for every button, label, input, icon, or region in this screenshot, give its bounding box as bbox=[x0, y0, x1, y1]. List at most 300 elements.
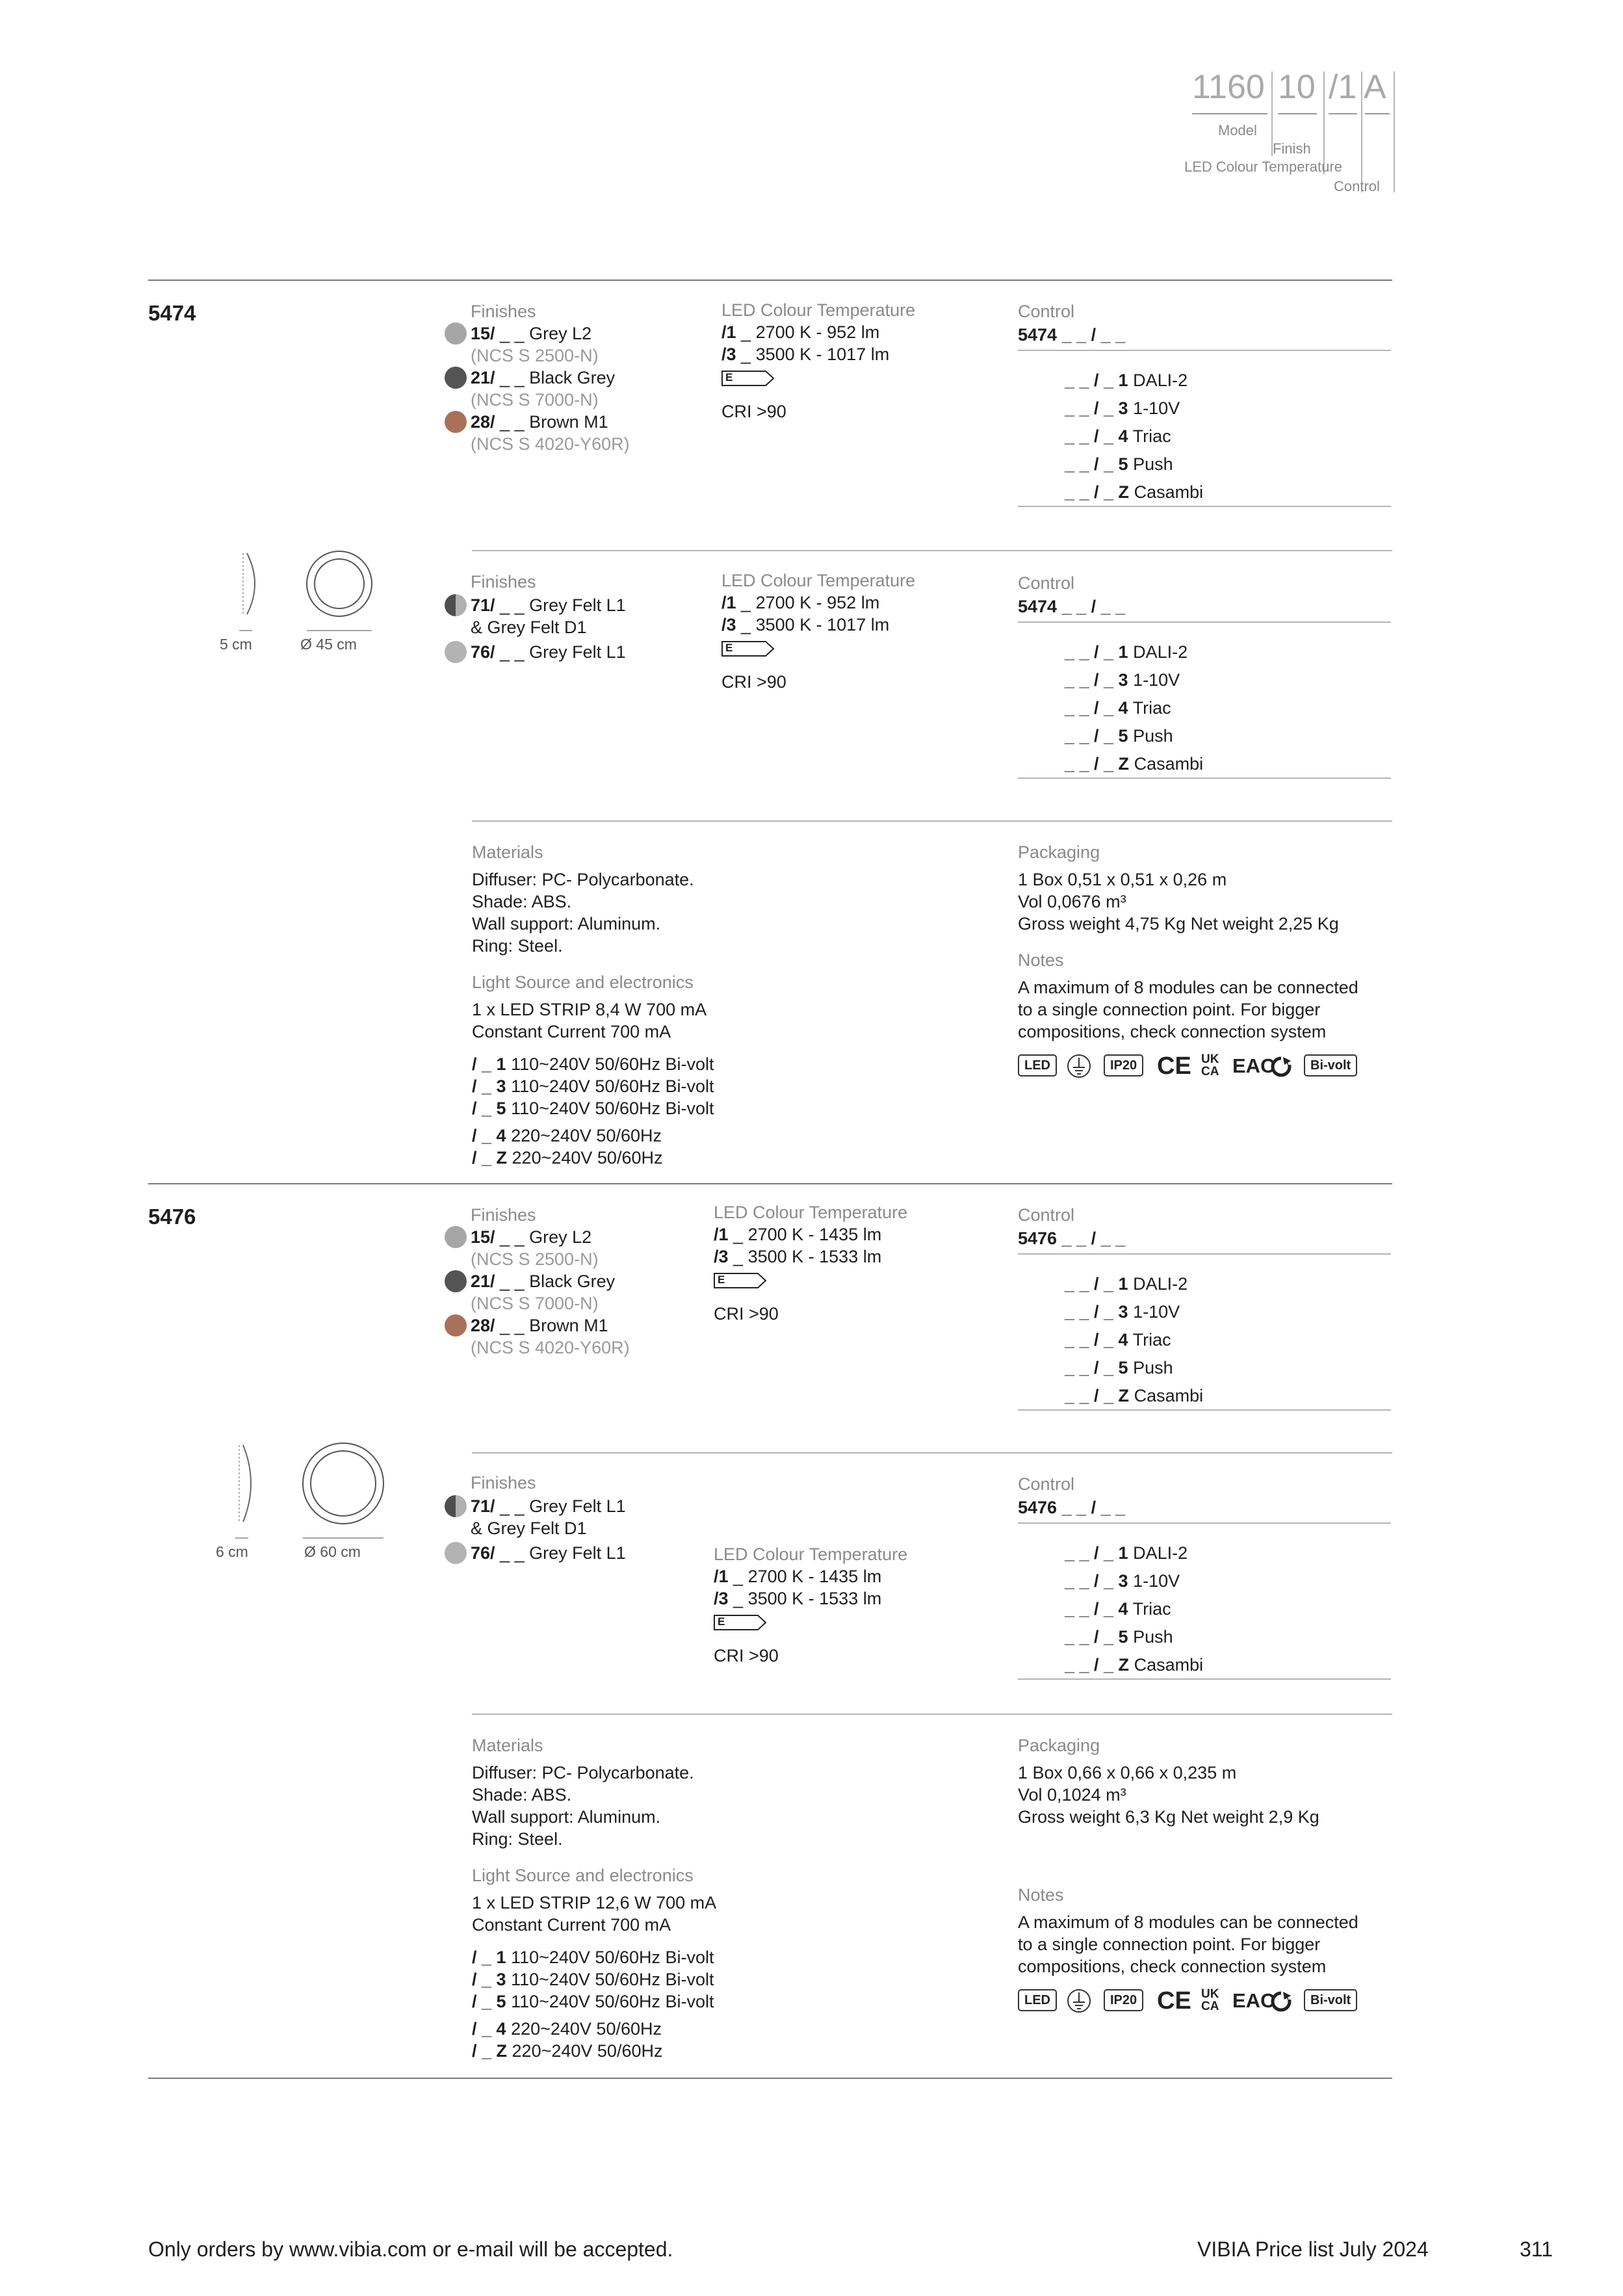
ukca-mark-icon: UK CA bbox=[1201, 1987, 1219, 2013]
control-option-name: Casambi bbox=[1134, 1655, 1204, 1675]
finish-option bbox=[471, 594, 626, 616]
finish-blank: _ _ bbox=[495, 1543, 530, 1563]
control-option[interactable] bbox=[1065, 1357, 1173, 1379]
control-option-code: _ _ / _ 3 bbox=[1065, 1302, 1128, 1322]
led-sep: - bbox=[803, 1225, 820, 1244]
voltage-code: / _ 3 bbox=[472, 1970, 506, 1989]
divider bbox=[148, 1183, 1392, 1184]
voltage-code: / _ 4 bbox=[472, 2019, 506, 2039]
material-line: Shade: ABS. bbox=[472, 1785, 572, 1805]
divider bbox=[1018, 1253, 1391, 1255]
finish-name: Grey Felt L1 bbox=[529, 1543, 626, 1563]
led-lm: 1435 lm bbox=[819, 1567, 882, 1586]
cri-value: CRI >90 bbox=[714, 1646, 779, 1665]
finish-blank: _ _ bbox=[495, 1227, 530, 1247]
led-heading: LED Colour Temperature bbox=[714, 1203, 908, 1222]
code-control: A bbox=[1364, 68, 1386, 106]
notes-line: to a single connection point. For bigger bbox=[1018, 1000, 1321, 1019]
ip-rating-badge: IP20 bbox=[1104, 1054, 1143, 1076]
finish-name-2: & Grey Felt D1 bbox=[471, 1519, 587, 1538]
packaging-line: Vol 0,1024 m³ bbox=[1018, 1785, 1126, 1805]
control-option-code: _ _ / _ Z bbox=[1065, 754, 1130, 774]
control-option-name: Casambi bbox=[1134, 1386, 1204, 1405]
led-sep: - bbox=[803, 1589, 820, 1608]
control-option[interactable] bbox=[1065, 1598, 1171, 1620]
led-lm: 1533 lm bbox=[819, 1589, 882, 1608]
led-sep: - bbox=[811, 615, 827, 634]
finish-option bbox=[471, 641, 626, 663]
divider bbox=[1018, 506, 1391, 507]
control-code bbox=[1018, 324, 1125, 346]
control-option[interactable] bbox=[1065, 481, 1203, 503]
control-option-code: _ _ / _ Z bbox=[1065, 482, 1130, 502]
finish-ncs: (NCS S 2500-N) bbox=[471, 346, 599, 365]
led-heading: LED Colour Temperature bbox=[721, 571, 916, 590]
control-option-name: DALI-2 bbox=[1133, 371, 1188, 390]
control-option-code: _ _ / _ 4 bbox=[1065, 1330, 1128, 1350]
voltage-code: / _ 4 bbox=[472, 1126, 506, 1145]
finish-code: 76/ bbox=[471, 642, 495, 662]
voltage-line bbox=[472, 1990, 714, 2013]
led-option bbox=[721, 614, 889, 636]
bivolt-badge: Bi-volt bbox=[1304, 1989, 1357, 2011]
finish-code: 28/ bbox=[471, 1316, 495, 1335]
control-option-name: Triac bbox=[1132, 698, 1171, 718]
finish-blank: _ _ bbox=[495, 595, 530, 615]
voltage-text: 220~240V 50/60Hz bbox=[512, 1148, 663, 1168]
control-suffix: _ _ / _ _ bbox=[1057, 325, 1126, 345]
led-sep: - bbox=[803, 1247, 820, 1266]
notes-line: compositions, check connection system bbox=[1018, 1022, 1327, 1041]
finish-blank: _ _ bbox=[495, 1316, 530, 1335]
control-option[interactable] bbox=[1065, 697, 1171, 719]
control-option-code: _ _ / _ 4 bbox=[1065, 698, 1128, 718]
voltage-line bbox=[472, 1147, 662, 1169]
led-blank: _ bbox=[728, 1247, 748, 1266]
voltage-line bbox=[472, 1125, 662, 1147]
notes-line: A maximum of 8 modules can be connected bbox=[1018, 978, 1358, 997]
finish-swatch bbox=[445, 1542, 467, 1564]
legend-line bbox=[1394, 72, 1395, 192]
voltage-line bbox=[472, 2018, 662, 2040]
control-option-code: _ _ / _ 5 bbox=[1065, 454, 1128, 474]
control-option-name: Push bbox=[1133, 726, 1173, 746]
packaging-line: Gross weight 6,3 Kg Net weight 2,9 Kg bbox=[1018, 1807, 1319, 1827]
led-blank: _ bbox=[736, 615, 756, 634]
legend-underline bbox=[1365, 113, 1390, 114]
control-option[interactable] bbox=[1065, 397, 1180, 419]
dimension-diameter: Ø 60 cm bbox=[304, 1543, 361, 1560]
voltage-text: 110~240V 50/60Hz Bi-volt bbox=[511, 1054, 714, 1074]
led-heading: LED Colour Temperature bbox=[714, 1545, 908, 1564]
finish-name: Brown M1 bbox=[529, 1316, 608, 1335]
material-line: Wall support: Aluminum. bbox=[472, 1807, 661, 1827]
led-temp: 2700 K bbox=[747, 1567, 804, 1586]
finish-code: 76/ bbox=[471, 1543, 495, 1563]
finish-name: Black Grey bbox=[529, 368, 616, 387]
finish-option bbox=[471, 1314, 608, 1337]
control-option[interactable] bbox=[1065, 1329, 1171, 1351]
code-finish: 10 bbox=[1278, 68, 1316, 106]
control-model: 5474 bbox=[1018, 597, 1058, 616]
dimension-depth: 6 cm bbox=[216, 1543, 248, 1560]
led-badge: LED bbox=[1018, 1989, 1057, 2011]
legend-control-label: Control bbox=[1334, 178, 1380, 194]
finish-name: Grey Felt L1 bbox=[529, 642, 626, 662]
finish-swatch-felt-mix bbox=[445, 594, 467, 616]
control-option-name: 1-10V bbox=[1133, 398, 1180, 418]
led-option bbox=[714, 1223, 881, 1246]
led-lm: 1435 lm bbox=[819, 1225, 882, 1244]
dimension-depth: 5 cm bbox=[220, 636, 252, 653]
control-heading: Control bbox=[1018, 573, 1075, 593]
led-lm: 1017 lm bbox=[827, 615, 890, 634]
control-code bbox=[1018, 1496, 1125, 1519]
dimension-diameter: Ø 45 cm bbox=[300, 636, 357, 653]
led-code: /3 bbox=[721, 345, 736, 364]
divider bbox=[1018, 777, 1391, 779]
control-option-name: Push bbox=[1133, 454, 1173, 474]
finish-code: 21/ bbox=[471, 368, 495, 387]
led-blank: _ bbox=[736, 345, 756, 364]
finish-option bbox=[471, 1542, 626, 1564]
legend-underline bbox=[1192, 113, 1267, 114]
led-code: /3 bbox=[714, 1247, 729, 1266]
footer-order-note: Only orders by www.vibia.com or e-mail will be accepted. bbox=[148, 2237, 673, 2261]
packaging-line: 1 Box 0,51 x 0,51 x 0,26 m bbox=[1018, 870, 1227, 889]
voltage-text: 220~240V 50/60Hz bbox=[511, 2019, 662, 2039]
control-option-name: DALI-2 bbox=[1133, 1543, 1188, 1563]
notes-heading: Notes bbox=[1018, 950, 1064, 970]
led-option bbox=[721, 321, 879, 343]
finish-ncs: (NCS S 7000-N) bbox=[471, 1294, 599, 1313]
control-option[interactable] bbox=[1065, 425, 1171, 447]
model-number: 5476 bbox=[148, 1205, 196, 1229]
voltage-text: 220~240V 50/60Hz bbox=[512, 2041, 663, 2061]
control-code bbox=[1018, 595, 1125, 618]
bivolt-badge: Bi-volt bbox=[1304, 1054, 1357, 1076]
led-option bbox=[714, 1587, 881, 1610]
finish-blank: _ _ bbox=[495, 1496, 530, 1516]
led-sep: - bbox=[803, 1567, 820, 1586]
material-line: Diffuser: PC- Polycarbonate. bbox=[472, 870, 694, 889]
finishes-heading: Finishes bbox=[471, 1205, 536, 1225]
control-option-code: _ _ / _ 5 bbox=[1065, 1627, 1128, 1647]
material-line: Diffuser: PC- Polycarbonate. bbox=[472, 1763, 694, 1782]
ce-mark-icon: CE bbox=[1157, 1052, 1191, 1080]
control-option-code: _ _ / _ 5 bbox=[1065, 1358, 1128, 1377]
led-temp: 2700 K bbox=[755, 593, 812, 612]
notes-heading: Notes bbox=[1018, 1885, 1064, 1905]
control-option-code: _ _ / _ 4 bbox=[1065, 426, 1128, 446]
control-option-name: 1-10V bbox=[1133, 1571, 1180, 1591]
packaging-heading: Packaging bbox=[1018, 1736, 1100, 1755]
voltage-code: / _ 5 bbox=[472, 1099, 506, 1118]
control-model: 5476 bbox=[1018, 1498, 1058, 1517]
control-option-name: Triac bbox=[1132, 1599, 1171, 1619]
control-suffix: _ _ / _ _ bbox=[1057, 1498, 1126, 1517]
page-number: 311 bbox=[1520, 2237, 1553, 2261]
voltage-line bbox=[472, 1946, 714, 1968]
control-option-name: DALI-2 bbox=[1133, 642, 1188, 662]
finish-swatch bbox=[445, 1270, 467, 1292]
control-option[interactable] bbox=[1065, 1385, 1203, 1407]
led-blank: _ bbox=[736, 593, 756, 612]
voltage-text: 110~240V 50/60Hz Bi-volt bbox=[511, 1099, 714, 1118]
finish-code: 21/ bbox=[471, 1272, 495, 1291]
light-source-line: Constant Current 700 mA bbox=[472, 1915, 671, 1935]
control-heading: Control bbox=[1018, 302, 1075, 321]
finish-blank: _ _ bbox=[495, 412, 530, 432]
led-blank: _ bbox=[728, 1589, 748, 1608]
finishes-heading: Finishes bbox=[471, 1473, 536, 1493]
led-code: /1 bbox=[721, 593, 736, 612]
finish-option bbox=[471, 1270, 615, 1292]
led-temp: 2700 K bbox=[747, 1225, 804, 1244]
led-temp: 3500 K bbox=[755, 615, 812, 634]
energy-class: E bbox=[718, 1615, 725, 1628]
legend-underline bbox=[1278, 113, 1317, 114]
legend-model-label: Model bbox=[1218, 122, 1257, 138]
led-option bbox=[714, 1565, 881, 1587]
finish-ncs: (NCS S 2500-N) bbox=[471, 1249, 599, 1269]
control-model: 5474 bbox=[1018, 325, 1058, 345]
packaging-line: 1 Box 0,66 x 0,66 x 0,235 m bbox=[1018, 1763, 1237, 1782]
voltage-code: / _ 3 bbox=[472, 1076, 506, 1096]
light-source-line: 1 x LED STRIP 8,4 W 700 mA bbox=[472, 1000, 707, 1019]
earth-icon bbox=[1066, 1988, 1092, 2014]
energy-class: E bbox=[718, 1273, 725, 1286]
control-suffix: _ _ / _ _ bbox=[1057, 1229, 1126, 1248]
finish-ncs: (NCS S 4020-Y60R) bbox=[471, 1338, 630, 1357]
finish-swatch bbox=[445, 1226, 467, 1248]
finish-blank: _ _ bbox=[495, 324, 530, 343]
control-option-code: _ _ / _ 1 bbox=[1065, 1543, 1128, 1563]
finish-option bbox=[471, 367, 615, 389]
light-source-line: 1 x LED STRIP 12,6 W 700 mA bbox=[472, 1893, 717, 1912]
finish-swatch bbox=[445, 411, 467, 433]
ip-rating-badge: IP20 bbox=[1104, 1989, 1143, 2011]
control-option[interactable] bbox=[1065, 1570, 1180, 1592]
notes-line: A maximum of 8 modules can be connected bbox=[1018, 1912, 1358, 1932]
led-blank: _ bbox=[728, 1225, 748, 1244]
control-option[interactable] bbox=[1065, 369, 1188, 391]
control-option-name: Casambi bbox=[1134, 754, 1204, 774]
led-sep: - bbox=[811, 322, 827, 342]
finish-code: 15/ bbox=[471, 1227, 495, 1247]
voltage-code: / _ 1 bbox=[472, 1054, 506, 1074]
code-model: 1160 bbox=[1192, 68, 1265, 106]
notes-line: compositions, check connection system bbox=[1018, 1957, 1327, 1976]
eac-mark-icon: EAC bbox=[1232, 1054, 1275, 1077]
control-heading: Control bbox=[1018, 1205, 1075, 1225]
divider bbox=[148, 280, 1392, 281]
finish-blank: _ _ bbox=[495, 642, 530, 662]
control-option-code: _ _ / _ Z bbox=[1065, 1655, 1130, 1675]
voltage-line bbox=[472, 1053, 714, 1075]
finish-ncs: (NCS S 7000-N) bbox=[471, 390, 599, 410]
control-option-code: _ _ / _ 3 bbox=[1065, 670, 1128, 690]
led-option bbox=[721, 343, 889, 365]
divider bbox=[148, 2078, 1392, 2079]
finish-code: 28/ bbox=[471, 412, 495, 432]
finish-code: 71/ bbox=[471, 595, 495, 615]
led-code: /1 bbox=[721, 322, 736, 342]
control-option-name: Triac bbox=[1132, 1330, 1171, 1350]
finish-name: Grey L2 bbox=[529, 1227, 592, 1247]
led-sep: - bbox=[811, 345, 827, 364]
finish-name: Black Grey bbox=[529, 1272, 616, 1291]
materials-heading: Materials bbox=[472, 1736, 543, 1755]
divider bbox=[472, 1714, 1392, 1715]
cri-value: CRI >90 bbox=[714, 1304, 779, 1324]
finish-ncs: (NCS S 4020-Y60R) bbox=[471, 434, 630, 454]
voltage-code: / _ Z bbox=[472, 2041, 508, 2061]
control-option-name: Casambi bbox=[1134, 482, 1204, 502]
control-option-name: Push bbox=[1133, 1358, 1173, 1377]
led-temp: 2700 K bbox=[755, 322, 812, 342]
finish-code: 71/ bbox=[471, 1496, 495, 1516]
divider bbox=[472, 1452, 1392, 1454]
voltage-line bbox=[472, 1968, 714, 1990]
led-sep: - bbox=[811, 593, 827, 612]
finish-swatch-felt-mix bbox=[445, 1495, 467, 1517]
voltage-text: 110~240V 50/60Hz Bi-volt bbox=[511, 1076, 714, 1096]
divider bbox=[1018, 1678, 1391, 1680]
cri-value: CRI >90 bbox=[721, 402, 786, 421]
led-blank: _ bbox=[728, 1567, 748, 1586]
led-code: /1 bbox=[714, 1567, 729, 1586]
finish-option bbox=[471, 322, 591, 345]
control-option-code: _ _ / _ 1 bbox=[1065, 642, 1128, 662]
led-code: /3 bbox=[721, 615, 736, 634]
eac-mark-icon: EAC bbox=[1232, 1989, 1275, 2012]
finish-option bbox=[471, 1495, 626, 1517]
material-line: Wall support: Aluminum. bbox=[472, 914, 661, 933]
model-number: 5474 bbox=[148, 301, 196, 325]
energy-class: E bbox=[725, 371, 733, 384]
control-option[interactable] bbox=[1065, 669, 1180, 691]
material-line: Ring: Steel. bbox=[472, 936, 563, 956]
led-option bbox=[721, 592, 879, 614]
voltage-line bbox=[472, 1097, 714, 1119]
finish-blank: _ _ bbox=[495, 368, 530, 387]
control-heading: Control bbox=[1018, 1474, 1075, 1494]
packaging-line: Gross weight 4,75 Kg Net weight 2,25 Kg bbox=[1018, 914, 1339, 933]
finishes-heading: Finishes bbox=[471, 572, 536, 592]
code-led: /1 bbox=[1329, 68, 1357, 106]
voltage-code: / _ Z bbox=[472, 1148, 508, 1168]
control-option-name: 1-10V bbox=[1133, 1302, 1180, 1322]
legend-led-label: LED Colour Temperature bbox=[1184, 159, 1342, 175]
divider bbox=[1018, 1409, 1391, 1411]
voltage-text: 110~240V 50/60Hz Bi-volt bbox=[511, 1948, 714, 1967]
materials-heading: Materials bbox=[472, 842, 543, 862]
control-option-name: 1-10V bbox=[1133, 670, 1180, 690]
cri-value: CRI >90 bbox=[721, 672, 786, 692]
voltage-line bbox=[472, 1075, 714, 1097]
led-temp: 3500 K bbox=[755, 345, 812, 364]
control-option[interactable] bbox=[1065, 725, 1173, 747]
control-code bbox=[1018, 1227, 1125, 1249]
control-option-code: _ _ / _ 3 bbox=[1065, 398, 1128, 418]
divider bbox=[472, 550, 1392, 551]
finish-swatch bbox=[445, 641, 467, 663]
control-option-name: Triac bbox=[1132, 426, 1171, 446]
finish-name: Brown M1 bbox=[529, 412, 608, 432]
led-lm: 1017 lm bbox=[827, 345, 890, 364]
control-option[interactable] bbox=[1065, 1626, 1173, 1648]
legend-finish-label: Finish bbox=[1273, 140, 1311, 157]
notes-line: to a single connection point. For bigger bbox=[1018, 1935, 1321, 1954]
control-option[interactable] bbox=[1065, 1542, 1188, 1564]
ukca-mark-icon: UK CA bbox=[1201, 1052, 1219, 1078]
packaging-line: Vol 0,0676 m³ bbox=[1018, 892, 1126, 911]
finish-blank: _ _ bbox=[495, 1272, 530, 1291]
control-option-name: DALI-2 bbox=[1133, 1274, 1188, 1294]
control-option-code: _ _ / _ 5 bbox=[1065, 726, 1128, 746]
ce-mark-icon: CE bbox=[1157, 1987, 1191, 2015]
control-option[interactable] bbox=[1065, 1273, 1188, 1295]
led-lm: 1533 lm bbox=[819, 1247, 882, 1266]
control-option[interactable] bbox=[1065, 1301, 1180, 1323]
divider bbox=[1018, 350, 1391, 351]
finishes-heading: Finishes bbox=[471, 302, 536, 321]
finish-swatch bbox=[445, 367, 467, 389]
control-option-code: _ _ / _ 1 bbox=[1065, 1274, 1128, 1294]
voltage-code: / _ 5 bbox=[472, 1992, 506, 2011]
voltage-line bbox=[472, 2040, 662, 2062]
led-blank: _ bbox=[736, 322, 756, 342]
light-source-heading: Light Source and electronics bbox=[472, 1866, 694, 1885]
voltage-code: / _ 1 bbox=[472, 1948, 506, 1967]
control-option[interactable] bbox=[1065, 753, 1203, 775]
control-option[interactable] bbox=[1065, 453, 1173, 475]
control-option-code: _ _ / _ Z bbox=[1065, 1386, 1130, 1405]
control-model: 5476 bbox=[1018, 1229, 1058, 1248]
finish-option bbox=[471, 1226, 591, 1248]
earth-icon bbox=[1066, 1053, 1092, 1079]
divider bbox=[1018, 621, 1391, 623]
led-badge: LED bbox=[1018, 1054, 1057, 1076]
legend-underline bbox=[1329, 113, 1357, 114]
energy-class: E bbox=[725, 642, 733, 654]
control-option[interactable] bbox=[1065, 641, 1188, 663]
voltage-text: 220~240V 50/60Hz bbox=[511, 1126, 662, 1145]
divider bbox=[1018, 1522, 1391, 1524]
control-option-code: _ _ / _ 3 bbox=[1065, 1571, 1128, 1591]
led-heading: LED Colour Temperature bbox=[721, 300, 916, 320]
led-temp: 3500 K bbox=[747, 1589, 804, 1608]
material-line: Shade: ABS. bbox=[472, 892, 572, 911]
light-source-line: Constant Current 700 mA bbox=[472, 1022, 671, 1041]
finish-name: Grey Felt L1 bbox=[529, 1496, 626, 1516]
material-line: Ring: Steel. bbox=[472, 1829, 563, 1849]
control-option[interactable] bbox=[1065, 1654, 1203, 1676]
led-lm: 952 lm bbox=[827, 593, 880, 612]
voltage-text: 110~240V 50/60Hz Bi-volt bbox=[511, 1992, 714, 2011]
finish-swatch bbox=[445, 1314, 467, 1337]
packaging-heading: Packaging bbox=[1018, 842, 1100, 862]
control-suffix: _ _ / _ _ bbox=[1057, 597, 1126, 616]
light-source-heading: Light Source and electronics bbox=[472, 972, 694, 992]
finish-option bbox=[471, 411, 608, 433]
finish-name: Grey L2 bbox=[529, 324, 592, 343]
control-option-code: _ _ / _ 4 bbox=[1065, 1599, 1128, 1619]
led-temp: 3500 K bbox=[747, 1247, 804, 1266]
control-option-code: _ _ / _ 1 bbox=[1065, 371, 1128, 390]
led-code: /1 bbox=[714, 1225, 729, 1244]
